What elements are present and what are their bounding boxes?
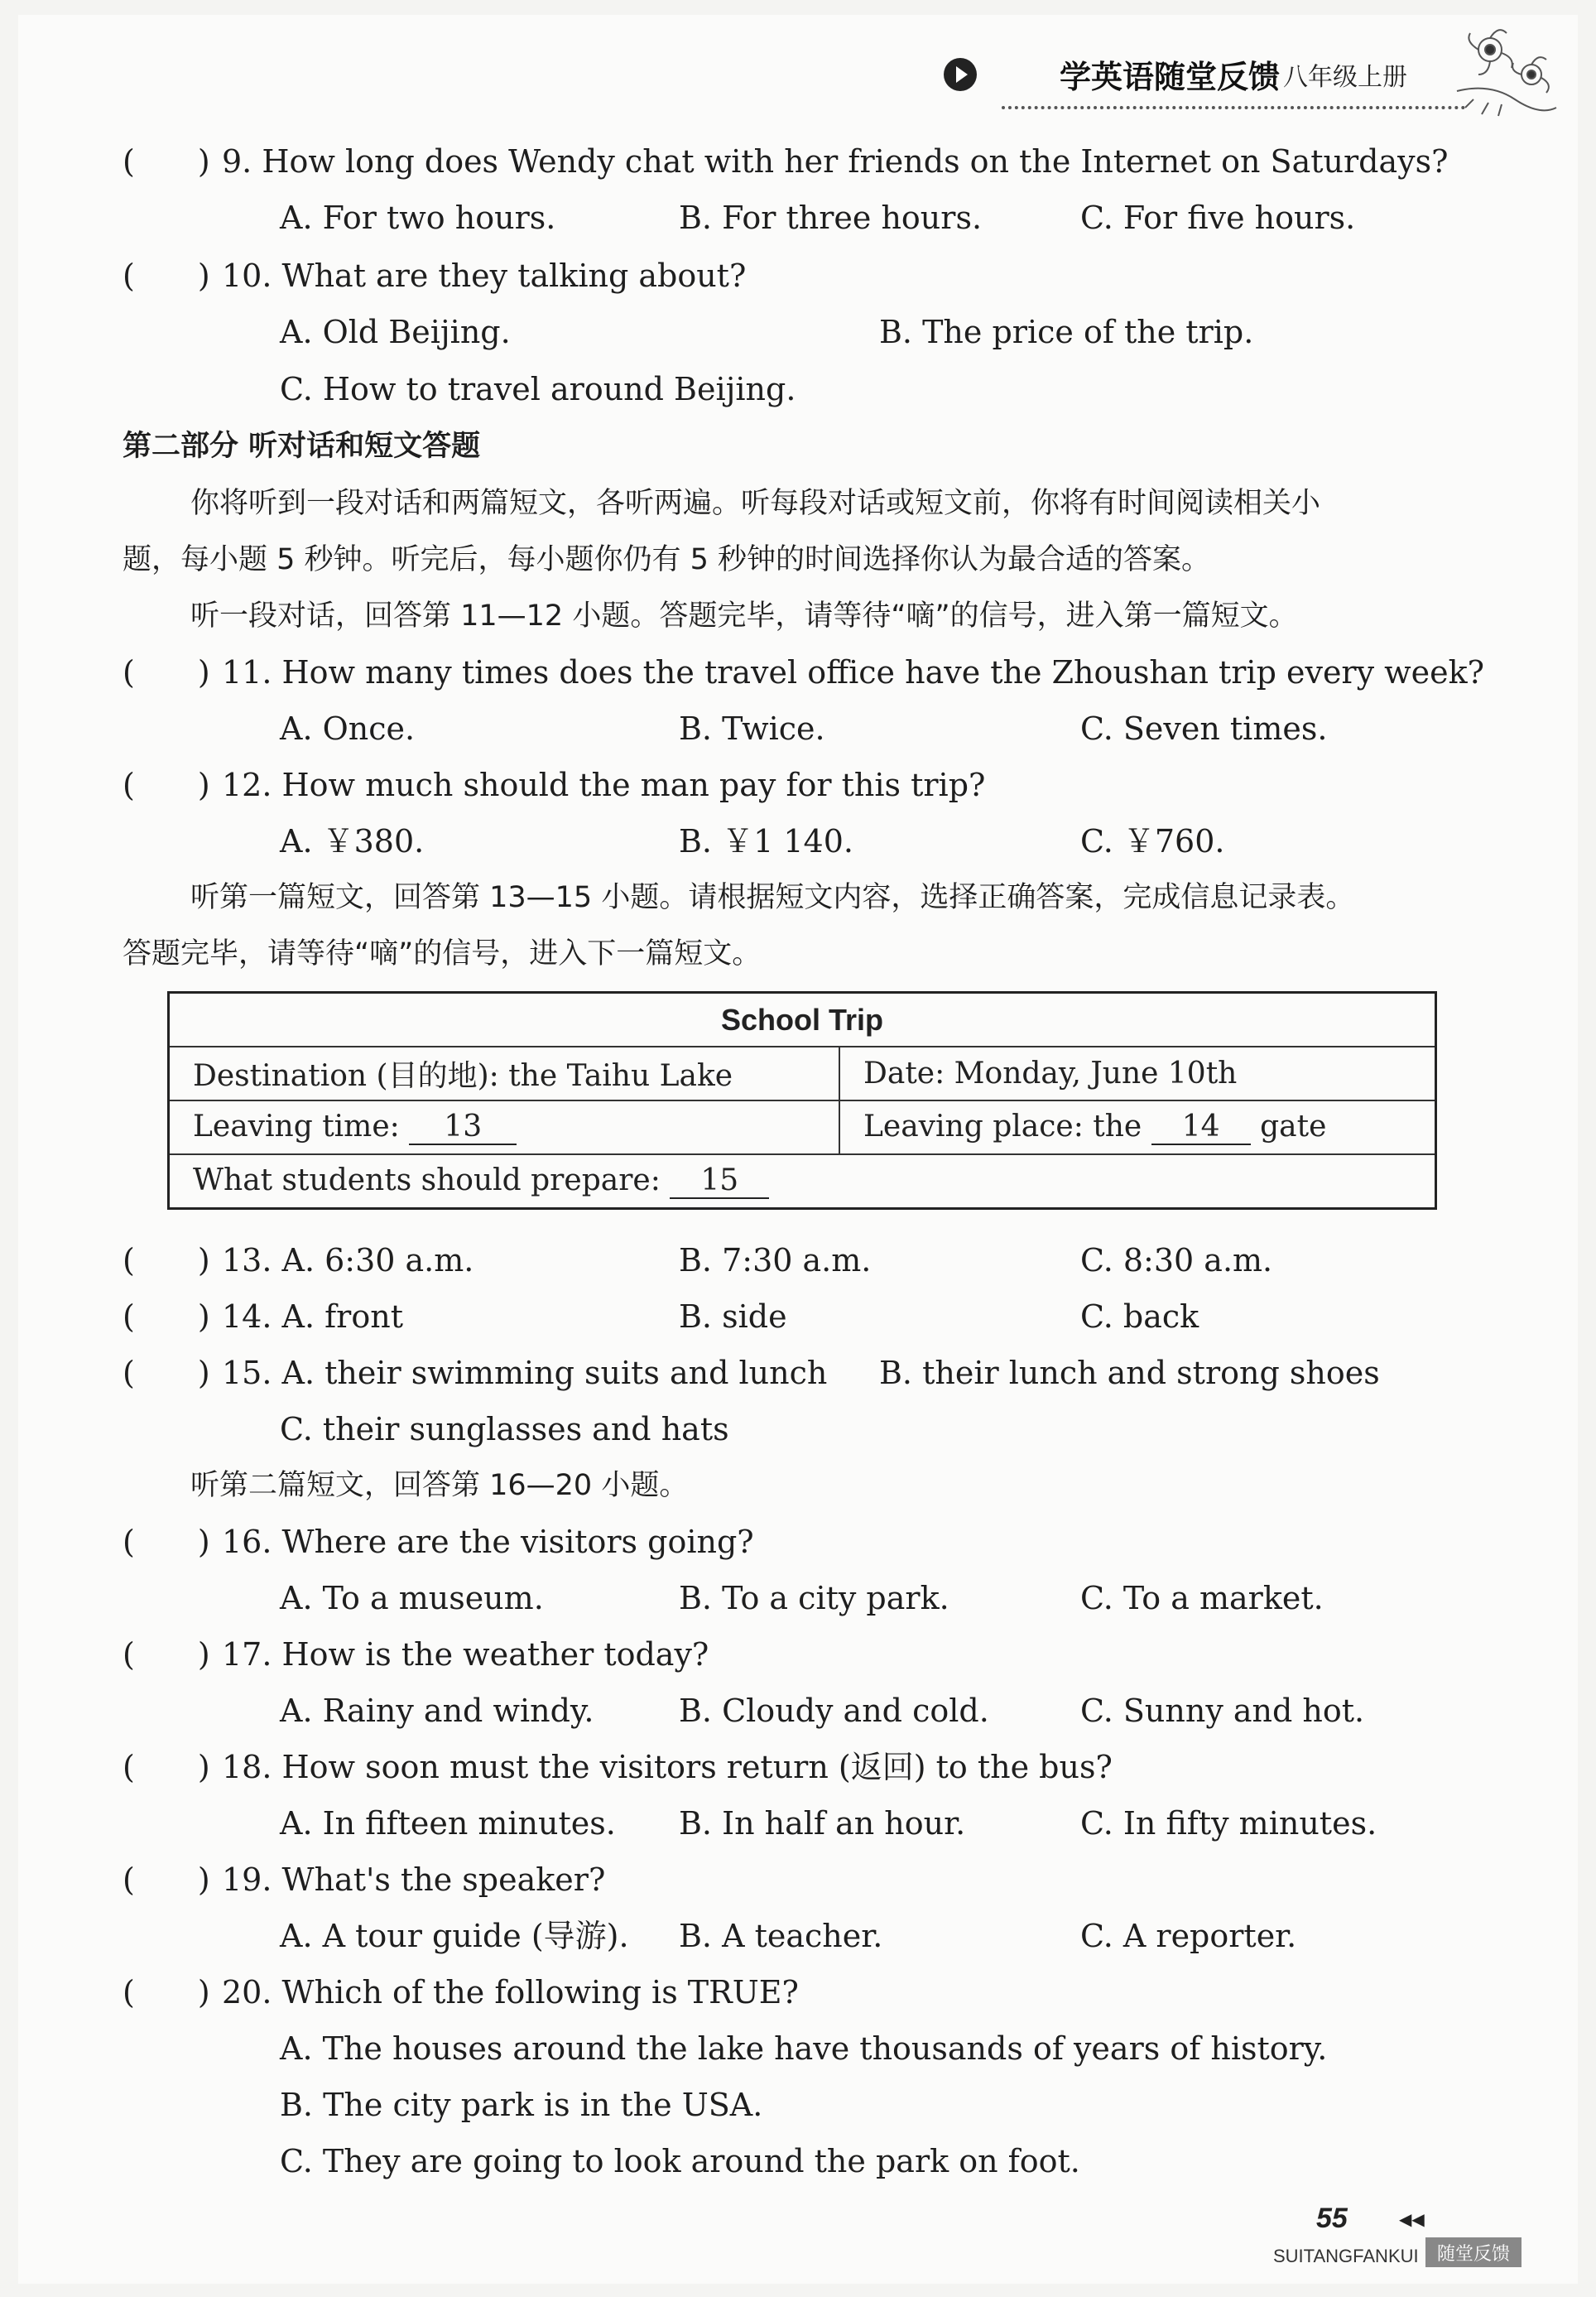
q19-option-a: A. A tour guide (导游). bbox=[280, 1918, 629, 1954]
q19-option-b: B. A teacher. bbox=[679, 1918, 883, 1954]
answer-bracket[interactable]: ( ) bbox=[123, 1974, 210, 2010]
blank-14[interactable]: 14 bbox=[1151, 1110, 1251, 1145]
q18-option-a: A. In fifteen minutes. bbox=[280, 1805, 616, 1842]
passage-1-instruction-line-2: 答题完毕，请等待“嘀”的信号，进入下一篇短文。 bbox=[123, 937, 762, 970]
question-text: 18. How soon must the visitors return (返回) to the bus? bbox=[222, 1749, 1113, 1785]
page-header bbox=[944, 51, 1407, 97]
answer-bracket[interactable]: ( ) bbox=[123, 1636, 210, 1673]
q11-option-c: C. Seven times. bbox=[1080, 710, 1328, 747]
q17-option-c: C. Sunny and hot. bbox=[1080, 1693, 1365, 1729]
passage-2-instruction: 听第二篇短文，回答第 16—20 小题。 bbox=[190, 1469, 689, 1502]
leaving-place-cell bbox=[839, 1100, 1436, 1154]
footer-brand-en: SUITANGFANKUI bbox=[1273, 2246, 1419, 2266]
page-number: 55 bbox=[1316, 2203, 1348, 2234]
header-divider bbox=[1002, 106, 1465, 109]
question-text: 12. How much should the man pay for this trip? bbox=[222, 767, 986, 803]
q20-option-c: C. They are going to look around the park on foot. bbox=[280, 2143, 1080, 2179]
passage-1-instruction-line-1: 听第一篇短文，回答第 13—15 小题。请根据短文内容，选择正确答案，完成信息记录表。 bbox=[190, 881, 1355, 914]
q9-option-c: C. For five hours. bbox=[1080, 200, 1356, 236]
q20-option-a: A. The houses around the lake have thousands of years of history. bbox=[280, 2030, 1328, 2067]
q15-option-a: 15. A. their swimming suits and lunch bbox=[222, 1355, 828, 1391]
answer-bracket[interactable]: ( ) bbox=[123, 654, 210, 691]
answer-bracket[interactable]: ( ) bbox=[123, 1242, 210, 1279]
leaving-place-suffix: gate bbox=[1260, 1110, 1327, 1144]
leaving-place-label: Leaving place: the bbox=[863, 1110, 1142, 1144]
leaving-time-cell bbox=[169, 1100, 840, 1154]
back-arrow-icon: ◀◀ bbox=[1399, 2209, 1425, 2229]
q10-option-b: B. The price of the trip. bbox=[879, 314, 1254, 350]
q12-option-a: A. ￥380. bbox=[280, 823, 425, 860]
q16-option-a: A. To a museum. bbox=[280, 1580, 544, 1616]
question-18 bbox=[123, 1748, 1113, 1786]
q16-option-b: B. To a city park. bbox=[679, 1580, 949, 1616]
question-11 bbox=[123, 653, 1484, 691]
q18-option-b: B. In half an hour. bbox=[679, 1805, 966, 1842]
footer-brand-cn: 随堂反馈 bbox=[1425, 2237, 1521, 2267]
q13-option-b: B. 7:30 a.m. bbox=[679, 1242, 872, 1279]
q17-option-a: A. Rainy and windy. bbox=[280, 1693, 594, 1729]
question-13 bbox=[123, 1241, 474, 1279]
table-title: School Trip bbox=[169, 993, 1436, 1047]
q14-option-a: 14. A. front bbox=[222, 1298, 403, 1335]
question-text: 10. What are they talking about? bbox=[222, 258, 747, 294]
prepare-cell bbox=[169, 1154, 1436, 1209]
answer-bracket[interactable]: ( ) bbox=[123, 767, 210, 803]
section-intro-line-1: 你将听到一段对话和两篇短文，各听两遍。听每段对话或短文前，你将有时间阅读相关小 bbox=[190, 487, 1321, 520]
question-20 bbox=[123, 1973, 799, 2011]
answer-bracket[interactable]: ( ) bbox=[123, 258, 210, 294]
q13-option-c: C. 8:30 a.m. bbox=[1080, 1242, 1273, 1279]
answer-bracket[interactable]: ( ) bbox=[123, 1355, 210, 1391]
question-text: 11. How many times does the travel office have the Zhoushan trip every week? bbox=[222, 654, 1485, 691]
q12-option-c: C. ￥760. bbox=[1080, 823, 1225, 860]
q12-option-b: B. ￥1 140. bbox=[679, 823, 853, 860]
school-trip-table bbox=[167, 991, 1437, 1210]
question-text: 17. How is the weather today? bbox=[222, 1636, 709, 1673]
q19-option-c: C. A reporter. bbox=[1080, 1918, 1297, 1954]
flower-decoration-icon bbox=[1440, 17, 1565, 124]
q11-option-b: B. Twice. bbox=[679, 710, 825, 747]
q14-option-b: B. side bbox=[679, 1298, 787, 1335]
q17-option-b: B. Cloudy and cold. bbox=[679, 1693, 989, 1729]
q20-option-b: B. The city park is in the USA. bbox=[280, 2087, 763, 2123]
question-text: 16. Where are the visitors going? bbox=[222, 1524, 754, 1560]
prepare-label: What students should prepare: bbox=[193, 1163, 661, 1197]
question-text: 9. How long does Wendy chat with her friends on the Internet on Saturdays? bbox=[222, 143, 1449, 180]
q11-option-a: A. Once. bbox=[280, 710, 416, 747]
question-19 bbox=[123, 1861, 605, 1899]
destination-cell: Destination (目的地): the Taihu Lake bbox=[169, 1047, 840, 1100]
q16-option-c: C. To a market. bbox=[1080, 1580, 1324, 1616]
answer-bracket[interactable]: ( ) bbox=[123, 1861, 210, 1898]
question-14 bbox=[123, 1298, 403, 1336]
question-16 bbox=[123, 1523, 754, 1561]
header-subtitle: 八年级上册 bbox=[1283, 62, 1408, 92]
blank-13[interactable]: 13 bbox=[409, 1110, 517, 1145]
answer-bracket[interactable]: ( ) bbox=[123, 1749, 210, 1785]
q9-option-a: A. For two hours. bbox=[280, 200, 556, 236]
q13-option-a: 13. A. 6:30 a.m. bbox=[222, 1242, 474, 1279]
play-icon bbox=[944, 58, 977, 91]
leaving-time-label: Leaving time: bbox=[193, 1110, 400, 1144]
q9-option-b: B. For three hours. bbox=[679, 200, 983, 236]
q14-option-c: C. back bbox=[1080, 1298, 1199, 1335]
q15-option-c: C. their sunglasses and hats bbox=[280, 1411, 729, 1447]
q10-option-a: A. Old Beijing. bbox=[280, 314, 511, 350]
q15-option-b: B. their lunch and strong shoes bbox=[879, 1355, 1380, 1391]
date-cell: Date: Monday, June 10th bbox=[839, 1047, 1436, 1100]
header-title: 学英语随堂反馈 bbox=[1060, 59, 1281, 95]
q18-option-c: C. In fifty minutes. bbox=[1080, 1805, 1377, 1842]
answer-bracket[interactable]: ( ) bbox=[123, 143, 210, 180]
question-12 bbox=[123, 766, 985, 804]
answer-bracket[interactable]: ( ) bbox=[123, 1524, 210, 1560]
answer-bracket[interactable]: ( ) bbox=[123, 1298, 210, 1335]
question-15 bbox=[123, 1354, 827, 1392]
dialog-instruction: 听一段对话，回答第 11—12 小题。答题完毕，请等待“嘀”的信号，进入第一篇短文。 bbox=[190, 600, 1298, 633]
question-17 bbox=[123, 1635, 709, 1673]
q10-option-c: C. How to travel around Beijing. bbox=[280, 371, 796, 407]
question-10 bbox=[123, 257, 746, 295]
question-text: 19. What's the speaker? bbox=[222, 1861, 606, 1898]
section-title: 第二部分 听对话和短文答题 bbox=[123, 430, 481, 463]
question-text: 20. Which of the following is TRUE? bbox=[222, 1974, 799, 2010]
section-intro-line-2: 题，每小题 5 秒钟。听完后，每小题你仍有 5 秒钟的时间选择你认为最合适的答案。 bbox=[123, 543, 1211, 576]
question-9 bbox=[123, 142, 1448, 181]
blank-15[interactable]: 15 bbox=[670, 1163, 769, 1199]
